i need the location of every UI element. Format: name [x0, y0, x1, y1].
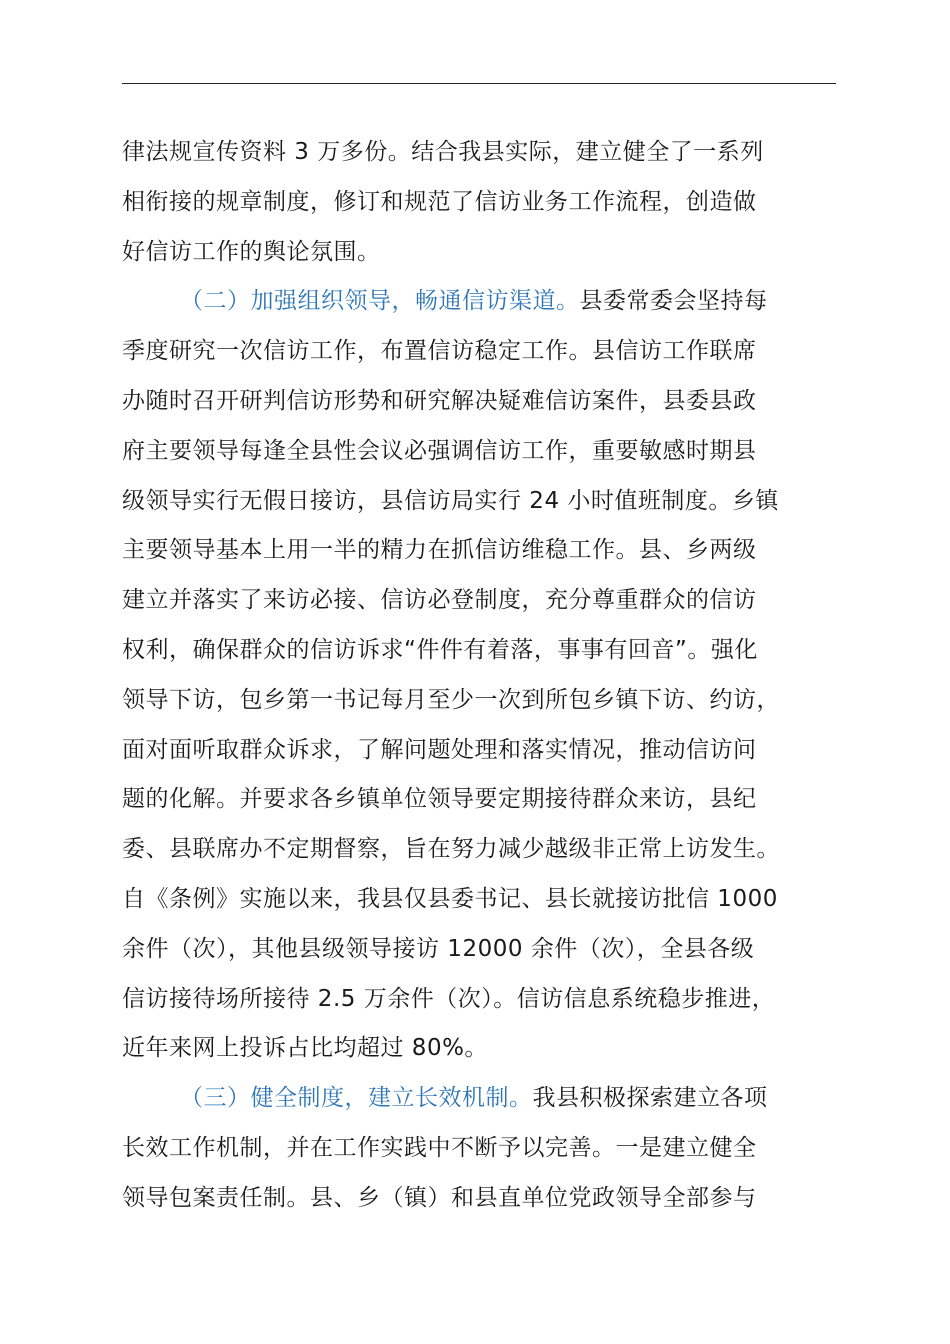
text-line [122, 178, 836, 228]
text-line [122, 1174, 836, 1224]
text-line [122, 228, 836, 278]
text-line [122, 676, 836, 726]
text-line [122, 626, 836, 676]
line-text: 领导下访，包乡第一书记每月至少一次到所包乡镇下访、约访， [122, 686, 780, 713]
line-text: 好信访工作的舆论氛围。 [122, 238, 381, 265]
text-line [122, 975, 836, 1025]
text-line [122, 477, 836, 527]
line-text: 办随时召开研判信访形势和研究解决疑难信访案件，县委县政 [122, 387, 757, 414]
document-body [122, 128, 836, 1224]
line-text: 近年来网上投诉占比均超过 80%。 [122, 1035, 488, 1062]
section-heading: （二）加强组织领导，畅通信访渠道。 [180, 288, 580, 315]
text-line [122, 377, 836, 427]
line-text: 题的化解。并要求各乡镇单位领导要定期接待群众来访，县纪 [122, 786, 757, 813]
text-line [122, 775, 836, 825]
line-text: 律法规宣传资料 3 万多份。结合我县实际，建立健全了一系列 [122, 139, 764, 165]
text-line [122, 277, 836, 327]
line-text: 信访接待场所接待 2.5 万余件（次）。信访信息系统稳步推进， [122, 985, 776, 1012]
line-text: 我县积极探索建立各项 [532, 1085, 768, 1112]
text-line [122, 1124, 836, 1174]
header-rule [122, 83, 836, 84]
line-text: 相衔接的规章制度，修订和规范了信访业务工作流程，创造做 [122, 188, 757, 215]
line-text: 委、县联席办不定期督察，旨在努力减少越级非正常上访发生。 [122, 836, 780, 863]
text-line [122, 825, 836, 875]
line-text: 自《条例》实施以来，我县仅县委书记、县长就接访批信 1000 [122, 885, 778, 912]
text-line [122, 427, 836, 477]
text-line [122, 726, 836, 776]
text-line [122, 875, 836, 925]
line-text: 主要领导基本上用一半的精力在抓信访维稳工作。县、乡两级 [122, 537, 757, 564]
text-line [122, 526, 836, 576]
text-line [122, 327, 836, 377]
line-text: 级领导实行无假日接访，县信访局实行 24 小时值班制度。乡镇 [122, 487, 779, 514]
line-text: 建立并落实了来访必接、信访必登制度，充分尊重群众的信访 [122, 587, 757, 614]
section-heading: （三）健全制度，建立长效机制。 [180, 1085, 533, 1112]
line-text: 县委常委会坚持每 [579, 288, 768, 315]
text-line [122, 576, 836, 626]
line-text: 长效工作机制，并在工作实践中不断予以完善。一是建立健全 [122, 1134, 757, 1161]
line-text: 权利，确保群众的信访诉求“件件有着落，事事有回音”。强化 [122, 636, 758, 663]
text-line [122, 1074, 836, 1124]
line-text: 府主要领导每逢全县性会议必强调信访工作，重要敏感时期县 [122, 437, 757, 464]
line-text: 季度研究一次信访工作，布置信访稳定工作。县信访工作联席 [122, 338, 757, 365]
line-text: 领导包案责任制。县、乡（镇）和县直单位党政领导全部参与 [122, 1184, 757, 1211]
text-line [122, 1024, 836, 1074]
text-line [122, 128, 836, 178]
line-text: 余件（次），其他县级领导接访 12000 余件（次），全县各级 [122, 935, 755, 962]
line-text: 面对面听取群众诉求，了解问题处理和落实情况，推动信访问 [122, 736, 757, 763]
text-line [122, 925, 836, 975]
